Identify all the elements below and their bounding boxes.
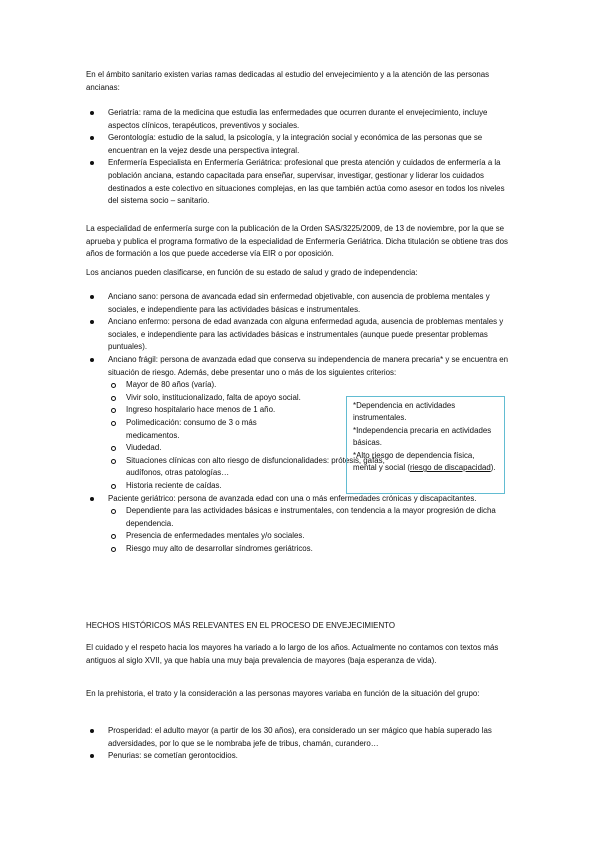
list-item: Polimedicación: consumo de 3 o más medicamentos.	[108, 417, 311, 442]
history-heading: HECHOS HISTÓRICOS MÁS RELEVANTES EN EL PROCESO DE ENVEJECIMIENTO	[86, 621, 395, 630]
branches-list	[86, 107, 514, 208]
note-line: *Dependencia en actividades instrumentales.	[353, 401, 456, 423]
list-item: Mayor de 80 años (varía).	[108, 379, 311, 392]
list-item: Ingreso hospitalario hace menos de 1 año.	[108, 404, 311, 417]
list-item: Viudedad.	[108, 442, 311, 455]
list-item: Vivir solo, institucionalizado, falta de apoyo social.	[108, 392, 311, 405]
list-item: Riesgo muy alto de desarrollar síndromes geriátricos.	[108, 543, 514, 556]
intro-paragraph: En el ámbito sanitario existen varias ramas dedicadas al estudio del envejecimiento y a la atención de las personas ancianas:	[86, 70, 490, 92]
fragil-text: Anciano frágil: persona de avanzada edad que conserva su independencia de manera precaria* y se encuentra en situación de riesgo. Además, debe presentar uno o más de los siguientes criterios:	[108, 354, 509, 377]
list-item: Geriatría: rama de la medicina que estudia las enfermedades que ocurren durante el envejecimiento, incluye aspectos clínicos, terapéuticos, preventivos y sociales.	[86, 107, 514, 132]
classify-intro: Los ancianos pueden clasificarse, en función de su estado de salud y grado de independencia:	[86, 268, 418, 277]
geriatric-text: Paciente geriátrico: persona de avanzada edad con una o más enfermedades crónicas y discapacitantes.	[108, 493, 477, 503]
prehistory-list	[86, 725, 514, 763]
note-line: *Alto riesgo de dependencia física, mental y social (riesgo de discapacidad).	[353, 450, 496, 473]
list-item: Penurias: se cometían gerontocidios.	[86, 750, 514, 763]
list-item: Anciano sano: persona de avancada edad sin enfermedad objetivable, con ausencia de problema mentales y sociales, e independiente para las actividades básicas e instrumentales.	[86, 291, 514, 316]
history-paragraph-1: El cuidado y el respeto hacia los mayores ha variado a lo largo de los años. Actualmente no contamos con textos más antiguos al siglo XVII, ya que había una muy baja prevalencia de mayores (baja esperanza de vida).	[86, 643, 499, 665]
list-item: Gerontología: estudio de la salud, la psicología, y la integración social y económica de las personas que se encuentran en la vejez desde una perspectiva integral.	[86, 132, 514, 157]
list-item: Historia reciente de caídas.	[108, 480, 514, 493]
specialty-paragraph: La especialidad de enfermería surge con la publicación de la Orden SAS/3225/2009, de 13 de noviembre, por la que se aprueba y publica el programa formativo de la especialidad de Enfermería Geriátrica. Dicha titulación se obtiene tras dos años de formación a los que puede accederse vía EIR o por oposición.	[86, 224, 508, 259]
history-paragraph-2: En la prehistoria, el trato y la consideración a las personas mayores variaba en función de la situación del grupo:	[86, 689, 480, 698]
list-item: Prosperidad: el adulto mayor (a partir de los 30 años), era considerado un ser mágico que había superado las adversidades, por lo que se le nombraba jefe de tribus, chamán, curandero…	[86, 725, 514, 750]
disability-risk-link[interactable]: riesgo de discapacidad	[410, 463, 491, 473]
geriatric-criteria-list	[108, 505, 514, 555]
list-item: Anciano enfermo: persona de edad avanzada con alguna enfermedad aguda, ausencia de problemas mentales y sociales, e independiente para las actividades básicas e instrumentales (aunque puede presentar problemas puntuales).	[86, 316, 514, 354]
dependency-note-box	[346, 396, 505, 494]
list-item: Enfermería Especialista en Enfermería Geriátrica: profesional que presta atención y cuidados de enfermería a la población anciana, estando capacitada para enseñar, supervisar, investigar, gestionar y liderar los cuidados destinados a este colectivo en situaciones complejas, en las que también actúa como asesor en todos los niveles del sistema socio – sanitario.	[86, 157, 514, 207]
list-item	[86, 493, 514, 556]
list-item: Situaciones clínicas con alto riesgo de disfuncionalidades: prótesis, gafas, audífonos, otras patologías…	[108, 455, 416, 480]
list-item: Presencia de enfermedades mentales y/o sociales.	[108, 530, 514, 543]
note-line: *Independencia precaria en actividades básicas.	[353, 425, 492, 448]
list-item: Dependiente para las actividades básicas e instrumentales, con tendencia a la mayor progresión de dicha dependencia.	[108, 505, 514, 530]
